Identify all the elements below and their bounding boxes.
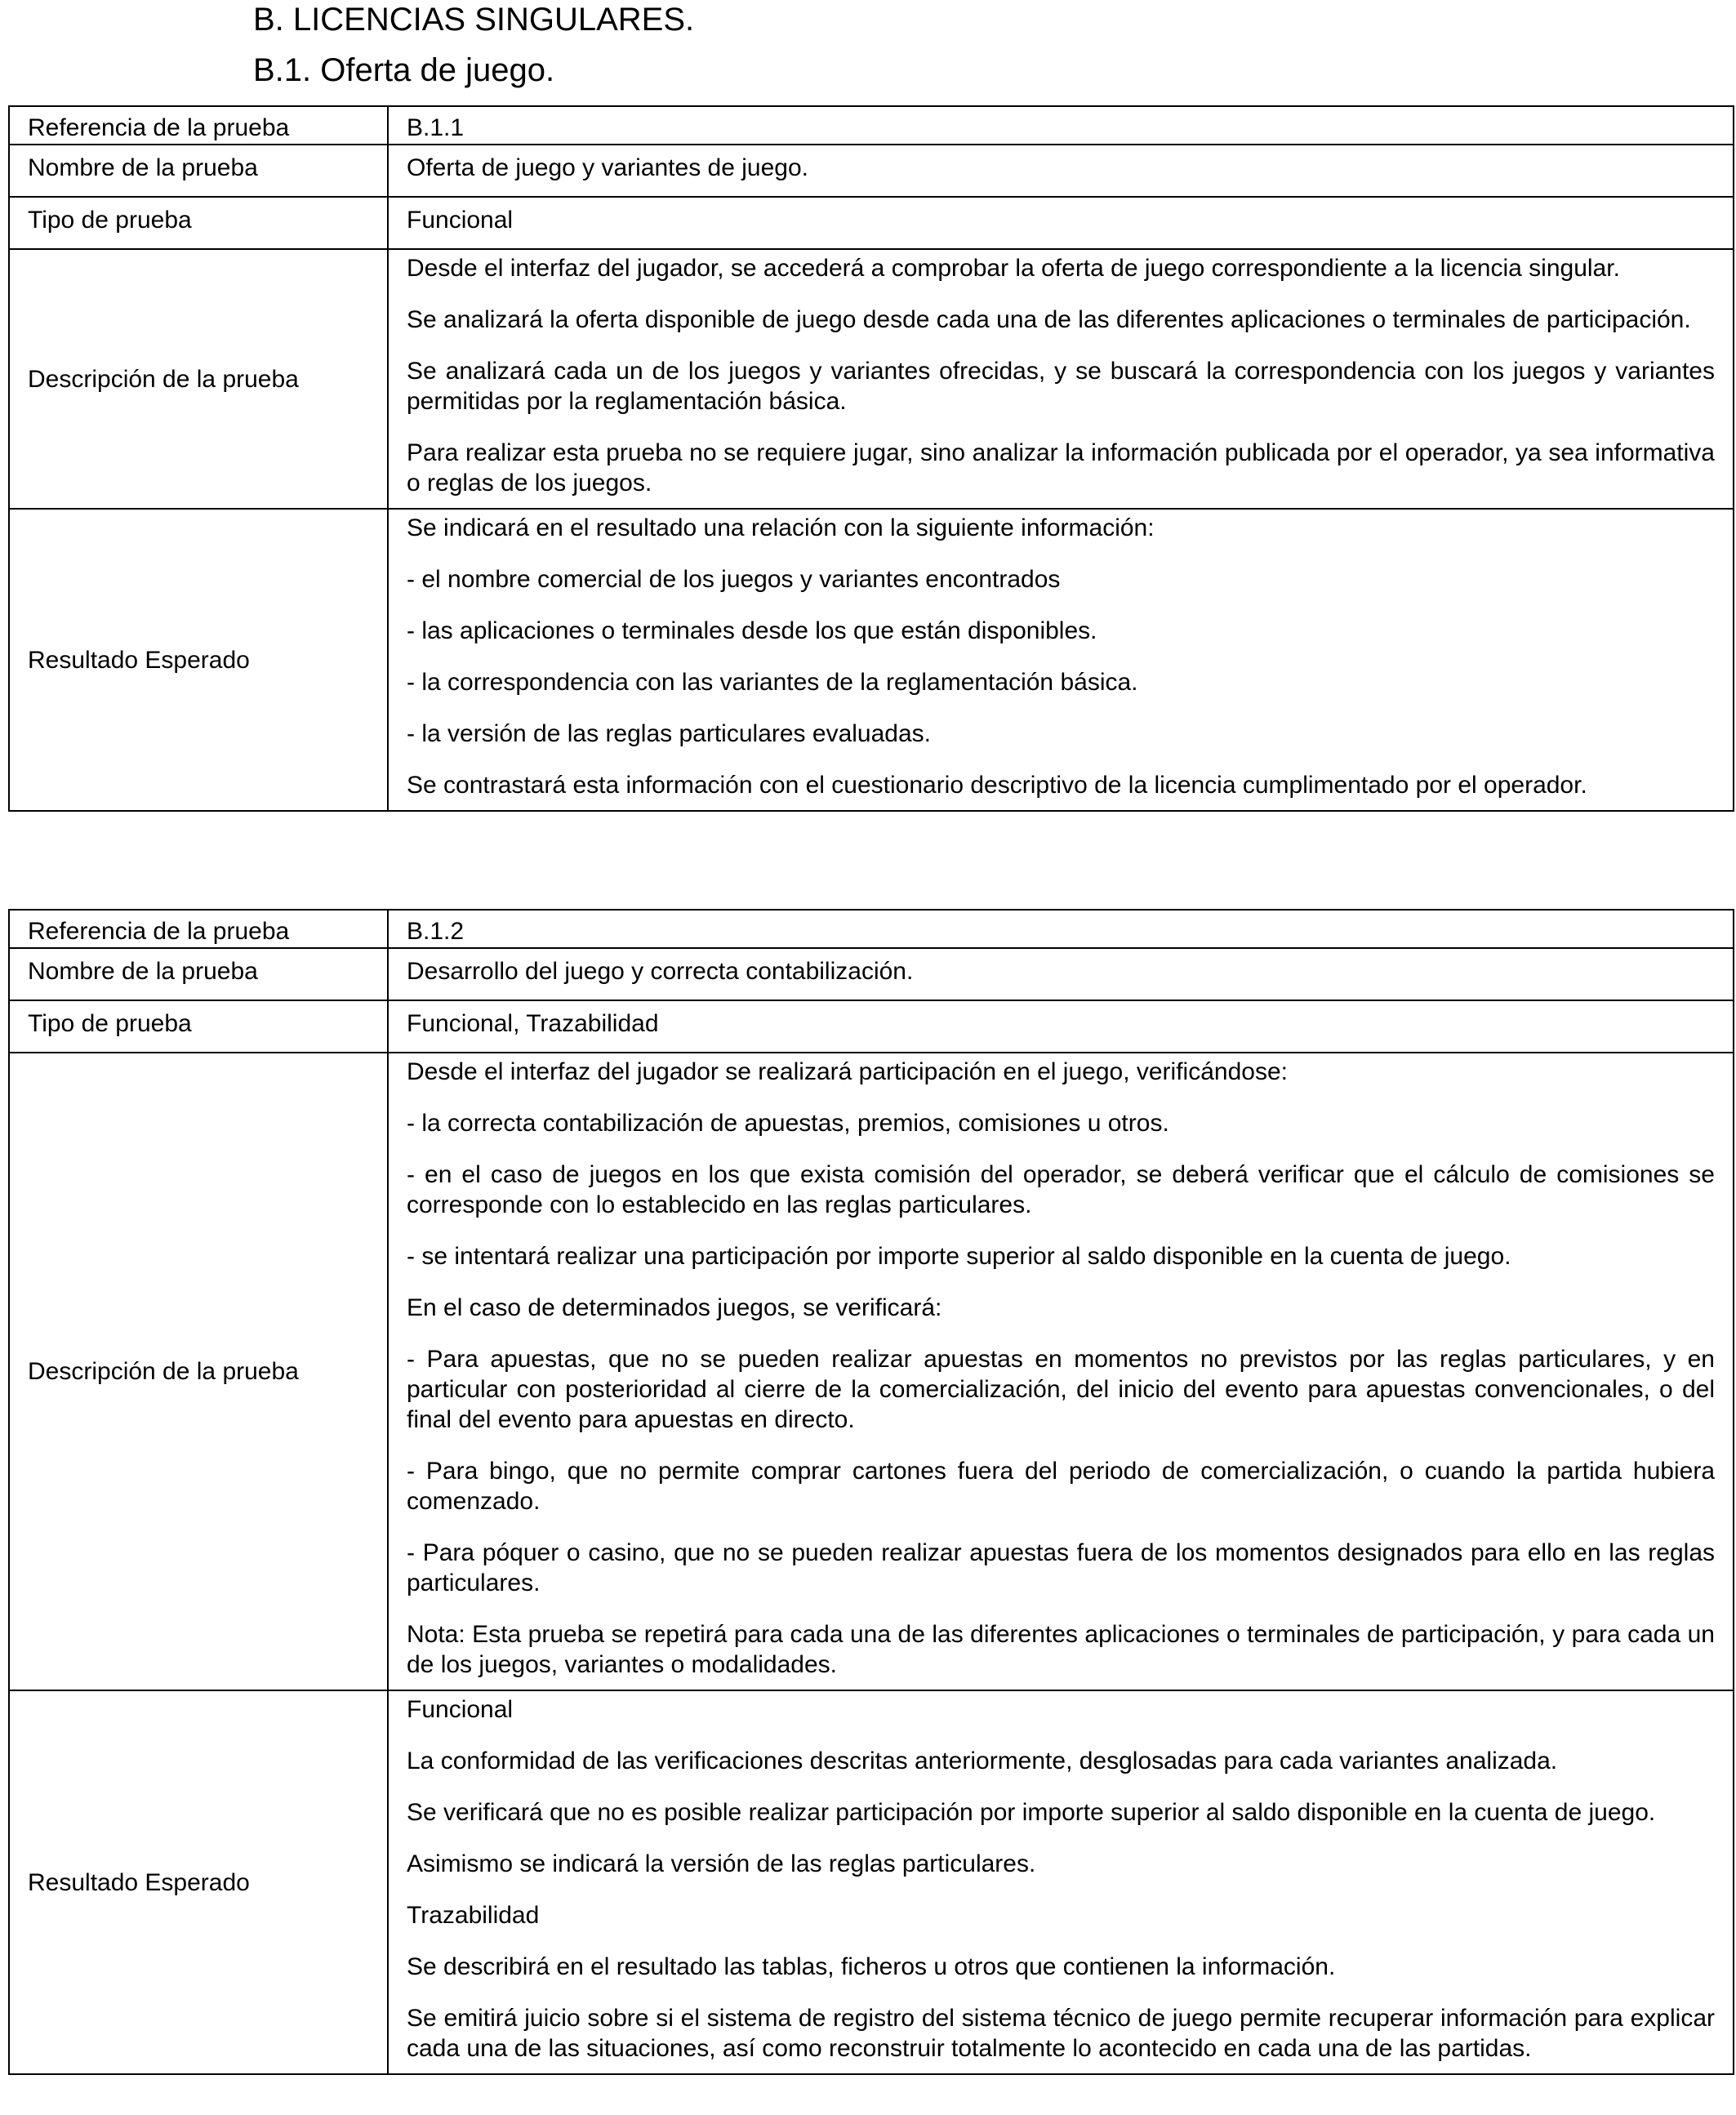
result-paragraph: - la versión de las reglas particulares evaluadas. bbox=[407, 720, 931, 747]
reference-value: B.1.1 bbox=[388, 106, 1734, 145]
result-paragraph: Funcional bbox=[407, 1696, 514, 1723]
name-value: Oferta de juego y variantes de juego. bbox=[388, 145, 1734, 197]
result-paragraph: - el nombre comercial de los juegos y variantes encontrados bbox=[407, 566, 1061, 593]
type-label: Tipo de prueba bbox=[9, 197, 388, 249]
test-table-b11 bbox=[8, 105, 1734, 812]
type-value: Funcional, Trazabilidad bbox=[388, 1000, 1734, 1053]
result-paragraph: Se verificará que no es posible realizar participación por importe superior al saldo disponible en la cuenta de juego. bbox=[407, 1799, 1656, 1826]
description-paragraph: En el caso de determinados juegos, se verificará: bbox=[407, 1294, 942, 1321]
name-label: Nombre de la prueba bbox=[9, 948, 388, 1000]
table-row bbox=[9, 145, 1734, 197]
type-value: Funcional bbox=[388, 197, 1734, 249]
description-paragraph: - en el caso de juegos en los que exista comisión del operador, se deberá verificar que el cálculo de comisiones se corresponde con lo establecido en las reglas particulares. bbox=[407, 1161, 1715, 1218]
description-paragraph: Desde el interfaz del jugador se realizará participación en el juego, verificándose: bbox=[407, 1058, 1288, 1085]
description-paragraph: - se intentará realizar una participación por importe superior al saldo disponible en la cuenta de juego. bbox=[407, 1243, 1511, 1270]
description-cell bbox=[388, 1053, 1734, 1690]
expected-result-cell bbox=[388, 509, 1734, 811]
description-cell bbox=[388, 249, 1734, 509]
result-paragraph: Trazabilidad bbox=[407, 1902, 540, 1929]
section-heading: B. LICENCIAS SINGULARES. bbox=[253, 2, 695, 38]
description-paragraph: - la correcta contabilización de apuestas, premios, comisiones u otros. bbox=[407, 1110, 1169, 1137]
name-label: Nombre de la prueba bbox=[9, 145, 388, 197]
type-label: Tipo de prueba bbox=[9, 1000, 388, 1053]
description-paragraph: - Para póquer o casino, que no se pueden realizar apuestas fuera de los momentos designados para ello en las reglas particulares. bbox=[407, 1539, 1715, 1596]
description-paragraph: Se analizará la oferta disponible de juego desde cada una de las diferentes aplicaciones o terminales de participación. bbox=[407, 306, 1691, 333]
table-row bbox=[9, 1000, 1734, 1053]
result-paragraph: - las aplicaciones o terminales desde los que están disponibles. bbox=[407, 617, 1097, 644]
test-table-b12 bbox=[8, 909, 1734, 2075]
table-row bbox=[9, 1053, 1734, 1690]
table-row bbox=[9, 910, 1734, 948]
description-paragraph: - Para bingo, que no permite comprar cartones fuera del periodo de comercialización, o cuando la partida hubiera comenzado. bbox=[407, 1458, 1715, 1515]
description-label: Descripción de la prueba bbox=[9, 249, 388, 509]
table-row bbox=[9, 1690, 1734, 2074]
reference-label: Referencia de la prueba bbox=[9, 910, 388, 948]
description-paragraph: Se analizará cada un de los juegos y variantes ofrecidas, y se buscará la correspondencia con los juegos y variantes permitidas por la reglamentación básica. bbox=[407, 358, 1715, 415]
table-row bbox=[9, 249, 1734, 509]
description-paragraph: Para realizar esta prueba no se requiere jugar, sino analizar la información publicada por el operador, ya sea informativa o reglas de los juegos. bbox=[407, 439, 1715, 496]
result-paragraph: La conformidad de las verificaciones descritas anteriormente, desglosadas para cada variantes analizada. bbox=[407, 1748, 1558, 1774]
name-value: Desarrollo del juego y correcta contabilización. bbox=[388, 948, 1734, 1000]
description-paragraph: - Para apuestas, que no se pueden realizar apuestas en momentos no previstos por las reglas particulares, y en particular con posterioridad al cierre de la comercialización, del inicio del evento para apuestas convencionales, o del final del evento para apuestas en directo. bbox=[407, 1346, 1715, 1433]
result-paragraph: Se indicará en el resultado una relación con la siguiente información: bbox=[407, 514, 1155, 541]
description-paragraph: Desde el interfaz del jugador, se accederá a comprobar la oferta de juego correspondiente a la licencia singular. bbox=[407, 255, 1620, 282]
result-paragraph: Se describirá en el resultado las tablas, ficheros u otros que contienen la información. bbox=[407, 1953, 1336, 1980]
result-paragraph: Se contrastará esta información con el cuestionario descriptivo de la licencia cumplimentado por el operador. bbox=[407, 772, 1587, 799]
description-label: Descripción de la prueba bbox=[9, 1053, 388, 1690]
table-row bbox=[9, 509, 1734, 811]
table-row bbox=[9, 948, 1734, 1000]
reference-label: Referencia de la prueba bbox=[9, 106, 388, 145]
subsection-heading: B.1. Oferta de juego. bbox=[253, 52, 555, 88]
expected-result-cell bbox=[388, 1690, 1734, 2074]
expected-result-label: Resultado Esperado bbox=[9, 1690, 388, 2074]
expected-result-label: Resultado Esperado bbox=[9, 509, 388, 811]
result-paragraph: - la correspondencia con las variantes de la reglamentación básica. bbox=[407, 669, 1138, 696]
table-row bbox=[9, 106, 1734, 145]
reference-value: B.1.2 bbox=[388, 910, 1734, 948]
result-paragraph: Asimismo se indicará la versión de las reglas particulares. bbox=[407, 1850, 1036, 1877]
description-paragraph: Nota: Esta prueba se repetirá para cada una de las diferentes aplicaciones o terminales de participación, y para cada un de los juegos, variantes o modalidades. bbox=[407, 1621, 1715, 1678]
table-row bbox=[9, 197, 1734, 249]
result-paragraph: Se emitirá juicio sobre si el sistema de registro del sistema técnico de juego permite recuperar información para explicar cada una de las situaciones, así como reconstruir totalmente lo acontecido en cada una de las partidas. bbox=[407, 2005, 1715, 2062]
